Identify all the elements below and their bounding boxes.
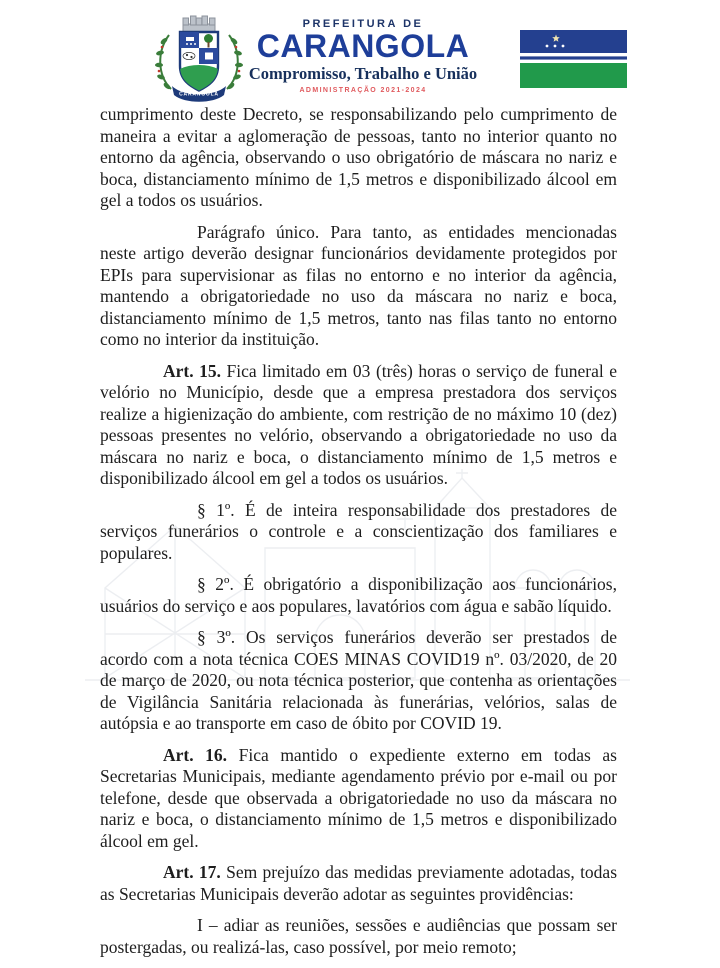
carangola-flag-icon [520,30,627,88]
paragraph-text: Fica limitado em 03 (três) horas o serviço de funeral e velório no Município, desde que a empresa prestadora dos serviços realize a higienização do ambiente, com restrição de no máximo 10 (dez) pessoas presentes no velório, observando a obrigatoriedade no uso da máscara no nariz e boca, o distanciamento mínimo de 1,5 metros e disponibilizado álcool em gel a todos os usuários. [100,360,617,488]
document-paragraph [100,574,617,617]
article-lead: Art. 15. [163,360,227,381]
municipal-coat-of-arms [147,13,251,112]
paragraph-text: Sem prejuízo das medidas previamente adotadas, todas as Secretarias Municipais deverão adotar as seguintes providências: [100,862,618,904]
crest-banner-label: CARANGOLA [179,91,219,98]
document-paragraph [100,745,617,853]
document-paragraph [100,222,617,351]
paragraph-text: § 3º. Os serviços funerários deverão ser prestados de acordo com a nota técnica COES MINAS COVID19 nº. 03/2020, de 20 de março de 2020, ou nota técnica posterior, que contenha as orientações de Vigilância Sanitária relacionada às funerárias, velórios, salas de autópsia e ao transporte em caso de óbito por COVID 19. [100,627,617,733]
letterhead-motto: Compromisso, Trabalho e União [248,64,478,83]
document-paragraph [100,627,617,735]
letterhead-supertitle: PREFEITURA DE [302,18,424,30]
article-lead: Art. 16. [163,744,239,765]
municipal-flag [520,30,627,93]
document-body [100,104,617,968]
paragraph-text: § 2º. É obrigatório a disponibilização aos funcionários, usuários do serviço e aos populares, lavatórios com água e sabão líquido. [100,574,617,616]
letterhead-logo [240,18,486,94]
letterhead-city-name: CARANGOLA [256,28,470,64]
coat-of-arms-icon [147,13,251,107]
paragraph-text: Parágrafo único. Para tanto, as entidades mencionadas neste artigo deverão designar funcionários devidamente protegidos por EPIs para supervisionar as filas no entorno e no interior da agência, mantendo a obrigatoriedade no uso da máscara no nariz e boca, distanciamento mínimo de 1,5 metros, tanto nas filas tanto no entorno como no interior da instituição. [100,221,617,349]
document-paragraph [100,500,617,565]
paragraph-text: § 1º. É de inteira responsabilidade dos prestadores de serviços funerários o controle e a conscientização dos familiares e populares. [100,499,617,563]
paragraph-text: cumprimento deste Decreto, se responsabilizando pelo cumprimento de maneira a evitar a aglomeração de pessoas, tanto no interior quanto no entorno da agência, observando o uso obrigatório de máscara no nariz e boca, distanciamento mínimo de 1,5 metros e disponibilizado álcool em gel a todos os usuários. [100,104,617,210]
letterhead-administration: ADMINISTRAÇÃO 2021-2024 [299,87,427,94]
paragraph-text: I – adiar as reuniões, sessões e audiências que possam ser postergadas, ou realizá-las, caso possível, por meio remoto; [100,915,617,957]
paragraph-text: Fica mantido o expediente externo em todas as Secretarias Municipais, mediante agendamento prévio por e-mail ou por telefone, desde que observada a obrigatoriedade no uso da máscara no nariz e boca, o distanciamento mínimo de 1,5 metros e disponibilizado álcool em gel. [100,744,617,851]
document-paragraph [100,862,617,905]
document-paragraph [100,361,617,490]
document-paragraph [100,104,617,212]
letterhead [0,12,720,108]
article-lead: Art. 17. [163,862,227,882]
document-paragraph [100,915,617,958]
